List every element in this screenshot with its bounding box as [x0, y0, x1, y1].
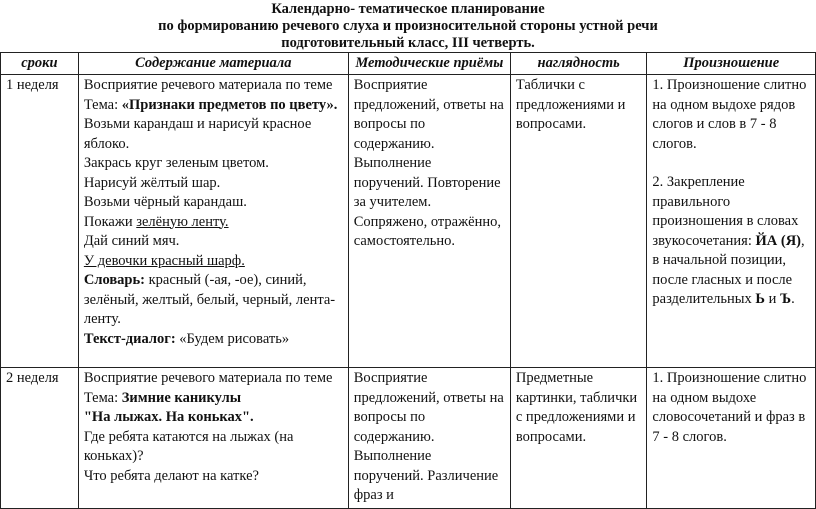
period-cell: 1 неделя [1, 75, 79, 368]
content-theme: Тема: «Признаки предметов по цвету». [83, 96, 338, 113]
header-methods: Методические приёмы [348, 53, 510, 75]
content-dialog: Текст-диалог: «Будем рисовать» [83, 330, 290, 347]
title-line-1: Календарно- тематическое планирование [271, 1, 545, 17]
pronunciation-item-2: 2. Закрепление правильного произношения в словах звукосочетания: ЙА (Я), в начальной позиции, после гласных и после разделительных Ь и Ъ. [652, 174, 805, 307]
content-sentence: Закрась круг зеленым цветом. [83, 155, 269, 171]
visual-cell: Предметные картинки, таблички с предложениями и вопросами. [510, 368, 647, 509]
methods-cell: Восприятие предложений, ответы на вопросы по содержанию. Выполнение поручений. Повторение за учителем. Сопряжено, отражённо, самостоятельно. [348, 75, 510, 368]
table-row [1, 75, 816, 368]
content-theme-subtitle: "На лыжах. На коньках". [83, 409, 254, 425]
table-header-row [1, 53, 816, 75]
header-period: сроки [1, 53, 79, 75]
table-row [1, 368, 816, 509]
content-sentence: Возьми карандаш и нарисуй красное яблоко. [83, 116, 312, 152]
content-question: Где ребята катаются на лыжах (на коньках)? [83, 428, 294, 464]
content-cell [78, 75, 348, 368]
content-vocabulary: Словарь: красный (-ая, -ое), синий, зелёный, желтый, белый, черный, лента-ленту. [83, 272, 336, 327]
methods-cell: Восприятие предложений, ответы на вопросы по содержанию. Выполнение поручений. Различение фраз и [348, 368, 510, 509]
content-theme: Тема: Зимние каникулы [83, 389, 242, 406]
visual-cell: Таблички с предложениями и вопросами. [510, 75, 647, 368]
content-intro: Восприятие речевого материала по теме [83, 77, 333, 93]
content-sentence: Нарисуй жёлтый шар. [83, 174, 221, 191]
pronunciation-cell: 1. Произношение слитно на одном выдохе словосочетаний и фраз в 7 - 8 слогов. [647, 368, 816, 509]
header-pronunciation: Произношение [647, 53, 816, 75]
period-cell: 2 неделя [1, 368, 79, 509]
planning-table [0, 52, 816, 509]
content-question: Что ребята делают на катке? [83, 467, 259, 484]
content-sentence: Покажи зелёную ленту. [83, 213, 229, 230]
content-sentence: У девочки красный шарф. [83, 252, 245, 269]
content-sentence: Возьми чёрный карандаш. [83, 194, 247, 210]
pronunciation-item-1: 1. Произношение слитно на одном выдохе рядов слогов и слов в 7 - 8 слогов. [652, 77, 807, 152]
title-line-3: подготовительный класс, III четверть. [281, 35, 535, 51]
content-sentence: Дай синий мяч. [83, 233, 180, 249]
content-cell [78, 368, 348, 509]
content-intro: Восприятие речевого материала по теме [83, 370, 333, 386]
document-title [0, 1, 816, 52]
pronunciation-cell [647, 75, 816, 368]
header-visual: наглядность [510, 53, 647, 75]
title-line-2: по формированию речевого слуха и произносительной стороны устной речи [158, 18, 658, 34]
header-content: Содержание материала [78, 53, 348, 75]
